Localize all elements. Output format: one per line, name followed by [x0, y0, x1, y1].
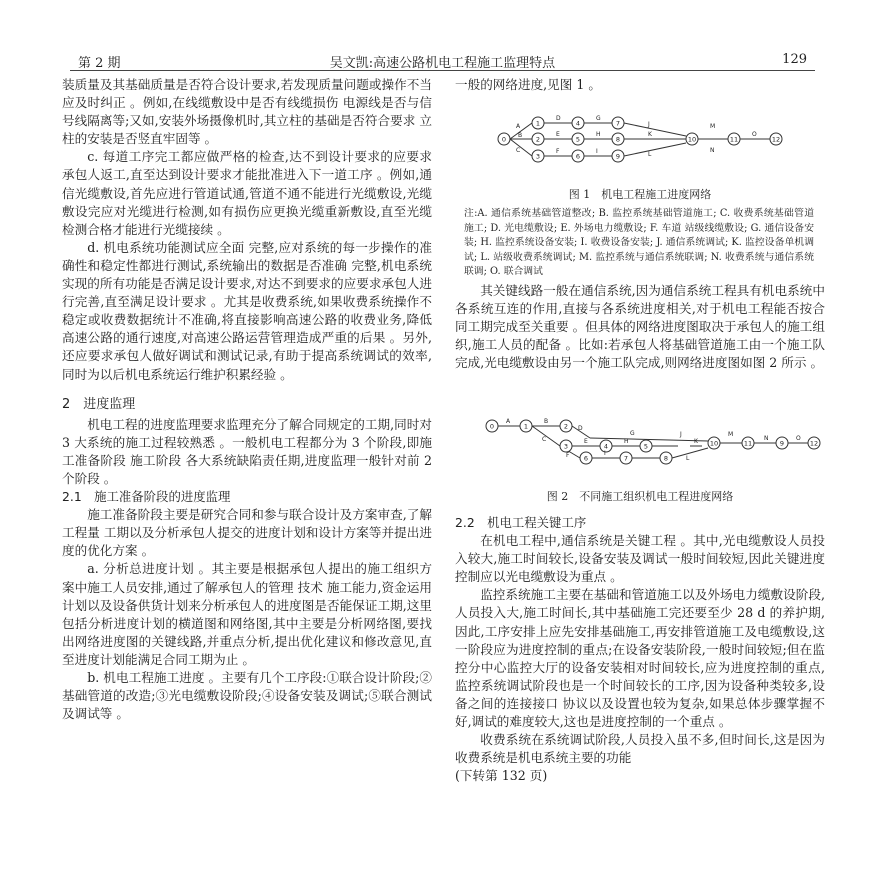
paragraph: 在机电工程中,通信系统是关键工程 。其中,光电缆敷设人员投入较大,施工时间较长,设备安装及调试一般时间较短,因此关键进度控制应以光电缆敷设为重点 。 — [455, 533, 825, 585]
running-header — [70, 52, 815, 71]
edge-label: O — [752, 131, 757, 138]
paragraph: 其关键线路一般在通信系统,因为通信系统工程具有机电系统中各系统互连的作用,直接与各系统进度相关,对于机电工程能否按合同工期完成至关重要 。但具体的网络进度图取决于承包人的施工组织,施工人员的配备 。比如:若承包人将基础管道施工由一个施工队完成,光电缆敷设由另一个施工队完成,则网络进度图如图 2 所示 。 — [455, 283, 825, 371]
continued-note: (下转第 132 页) — [455, 768, 548, 784]
subsection-heading: 2.2 机电工程关键工序 — [455, 515, 587, 530]
edge-label: K — [694, 438, 698, 445]
node-label: 7 — [623, 454, 629, 463]
node-label: 12 — [809, 439, 819, 448]
node-label: 5 — [643, 442, 649, 451]
node-label: 5 — [575, 135, 581, 144]
node-label: 3 — [535, 152, 541, 161]
node-label: 0 — [501, 135, 507, 144]
edge-label: N — [710, 147, 715, 154]
node-label: 4 — [575, 119, 581, 128]
node-label: 8 — [615, 135, 621, 144]
edge-label: I — [604, 450, 606, 457]
right-column-middle — [455, 282, 825, 372]
edge-label: H — [624, 438, 629, 445]
node-label: 6 — [575, 152, 581, 161]
paragraph: a. 分析总进度计划 。其主要是根据承包人提出的施工组织方案中施工人员安排,通过了解承包人的管理 技术 施工能力,资金运用计划以及设备供货计划来分析承包人的进度图是否能保证工期,这里包括分析进度计划的横道图和网络图,其中主要是分析网络图,要找出网络进度图的关键线路,并重点分析,提出优化建议和修改意见,直至进度计划能满足合同工期为止 。 — [62, 561, 432, 667]
edge-label: G — [596, 115, 601, 122]
node-label: 4 — [603, 442, 609, 451]
paragraph: d. 机电系统功能测试应全面 完整,应对系统的每一步操作的准确性和稳定性都进行测试,系统输出的数据是否准确 完整,机电系统实现的所有功能是否满足设计要求,对达不到要求的应要求承包人进行完善,直至满足设计要求 。尤其是收费系统,如果收费系统操作不稳定或收费数据统计不准确,将直接影响高速公路的收费业务,降低高速公路的通行速度,对高速公路运营管理造成严重的后果 。另外,还应要求承包人做好调试和测试记录,有助于提高系统调试的效率,同时为以后机电系统运行维护积累经验 。 — [62, 239, 432, 382]
edge-label: E — [556, 131, 560, 138]
node-label: 1 — [535, 119, 541, 128]
paragraph: 机电工程的进度监理要求监理充分了解合同规定的工期,同时对 3 大系统的施工过程较熟悉 。一般机电工程都分为 3 个阶段,即施工准备阶段 施工阶段 各大系统缺陷责任期,进度监理一般针对前 2 个阶段 。 — [62, 416, 432, 486]
edge-label: C — [516, 147, 521, 154]
edge-label: D — [578, 425, 583, 432]
edge-label: B — [518, 132, 523, 139]
paragraph: 监控系统施工主要在基础和管道施工以及外场电力缆敷设阶段,人员投入大,施工时间长,其中基础施工完还要至少 28 d 的养护期,因此,工序安排上应先安排基础施工,再安排管道施工及电缆敷设,这一阶段应为进度控制的重点;在设备安装阶段,一般时间较短;但在监控分中心监控大厅的设备安装相对时间较长,应为进度控制的重点,监控系统调试阶段也是一个时间较长的工序,因为设备种类较多,设备之间的连接接口 协议以及设置也较为复杂,如果总体步骤掌握不好,调试的难度较大,这也是进度控制的一个重点 。 — [455, 587, 825, 730]
edge-label: E — [584, 438, 588, 445]
edge-label: H — [596, 131, 601, 138]
edge-label: A — [516, 123, 521, 130]
figure-1-caption: 图 1 机电工程施工进度网络 — [568, 188, 712, 201]
node-label: 12 — [771, 135, 781, 144]
figure-1-network — [488, 106, 808, 176]
figure-1-note: 注:A. 通信系统基础管道整改; B. 监控系统基础管道施工; C. 收费系统基础管道施工; D. 光电缆敷设; E. 外场电力缆敷设; F. 车道 站级线缆敷设; G. 通信设备安装; H. 监控系统设备安装; I. 收费设备安装; J. 通信系统调试; K. 监控设备单机调试; L. 站级收费系统调试; M. 监控系统与通信系统联调; N. 收费系统与通信系统联调; O. 联合调试 — [464, 208, 814, 278]
edge-label: J — [680, 431, 682, 438]
edge-label: A — [506, 418, 511, 425]
edge-label: G — [630, 430, 635, 437]
edge-label: I — [596, 148, 598, 155]
node-label: 9 — [779, 439, 785, 448]
node-label: 1 — [523, 422, 529, 431]
paragraph: 收费系统在系统调试阶段,人员投入虽不多,但时间长,这是因为收费系统是机电系统主要的功能 — [455, 732, 825, 766]
section-heading: 2 进度监理 — [62, 396, 136, 412]
edge-label: K — [648, 131, 652, 138]
edge-label: B — [544, 418, 549, 425]
left-column — [62, 76, 432, 723]
node-label: 6 — [583, 454, 589, 463]
edge-label: M — [728, 431, 734, 438]
node-label: 10 — [687, 135, 697, 144]
edge-label: M — [710, 123, 716, 130]
figure-2-caption: 图 2 不同施工组织机电工程进度网络 — [546, 490, 734, 503]
paragraph: b. 机电工程施工进度 。主要有几个工序段:①联合设计阶段;②基础管道的改造;③光电缆敷设阶段;④设备安装及调试;⑤联合测试及调试等 。 — [62, 670, 432, 722]
right-intro — [455, 76, 825, 94]
edge-label: L — [686, 455, 690, 462]
node-label: 9 — [615, 152, 621, 161]
right-column-bottom — [455, 514, 825, 785]
node-label: 11 — [729, 135, 739, 144]
node-label: 2 — [563, 422, 569, 431]
edge-label: F — [566, 452, 570, 459]
running-title: 吴文凯:高速公路机电工程施工监理特点 — [329, 56, 556, 71]
node-label: 11 — [743, 439, 753, 448]
node-label: 3 — [563, 442, 569, 451]
edge-label: O — [796, 435, 801, 442]
node-label: 7 — [615, 119, 621, 128]
paragraph: 一般的网络进度,见图 1 。 — [455, 77, 601, 92]
node-label: 2 — [535, 135, 541, 144]
edge-label: J — [648, 121, 650, 128]
paragraph: 施工准备阶段主要是研究合同和参与联合设计及方案审查,了解工程量 工期以及分析承包人提交的进度计划和设计方案等并提出进度的优化方案 。 — [62, 507, 432, 559]
edge-label: L — [648, 151, 652, 158]
edge-label: N — [764, 435, 769, 442]
node-label: 0 — [489, 422, 495, 431]
figure-2-network — [480, 412, 825, 468]
subsection-heading: 2.1 施工准备阶段的进度监理 — [62, 489, 231, 505]
paragraph: 装质量及其基础质量是否符合设计要求,若发现质量问题或操作不当应及时纠正 。例如,在线缆敷设中是否有线缆损伤 电源线是否与信号线隔离等;又如,安装外场摄像机时,其立柱的基础是否符合要求 立柱的安装是否竖直牢固等 。 — [62, 77, 432, 147]
issue-number: 第 2 期 — [78, 56, 121, 71]
node-label: 10 — [709, 439, 719, 448]
node-label: 8 — [663, 454, 669, 463]
paragraph: c. 每道工序完工都应做严格的检查,达不到设计要求的应要求承包人返工,直至达到设计要求才能批准进入下一道工序 。例如,通信光缆敷设,首先应进行管道试通,管道不通不能进行光缆敷设,光缆敷设完应对光缆进行检测,如有损伤应更换光缆重新敷设,直至光缆检测合格才能进行光缆接续 。 — [62, 149, 432, 237]
edge-label: C — [542, 436, 547, 443]
edge-label: F — [556, 148, 560, 155]
edge-label: D — [556, 115, 561, 122]
page-number: 129 — [782, 52, 807, 67]
